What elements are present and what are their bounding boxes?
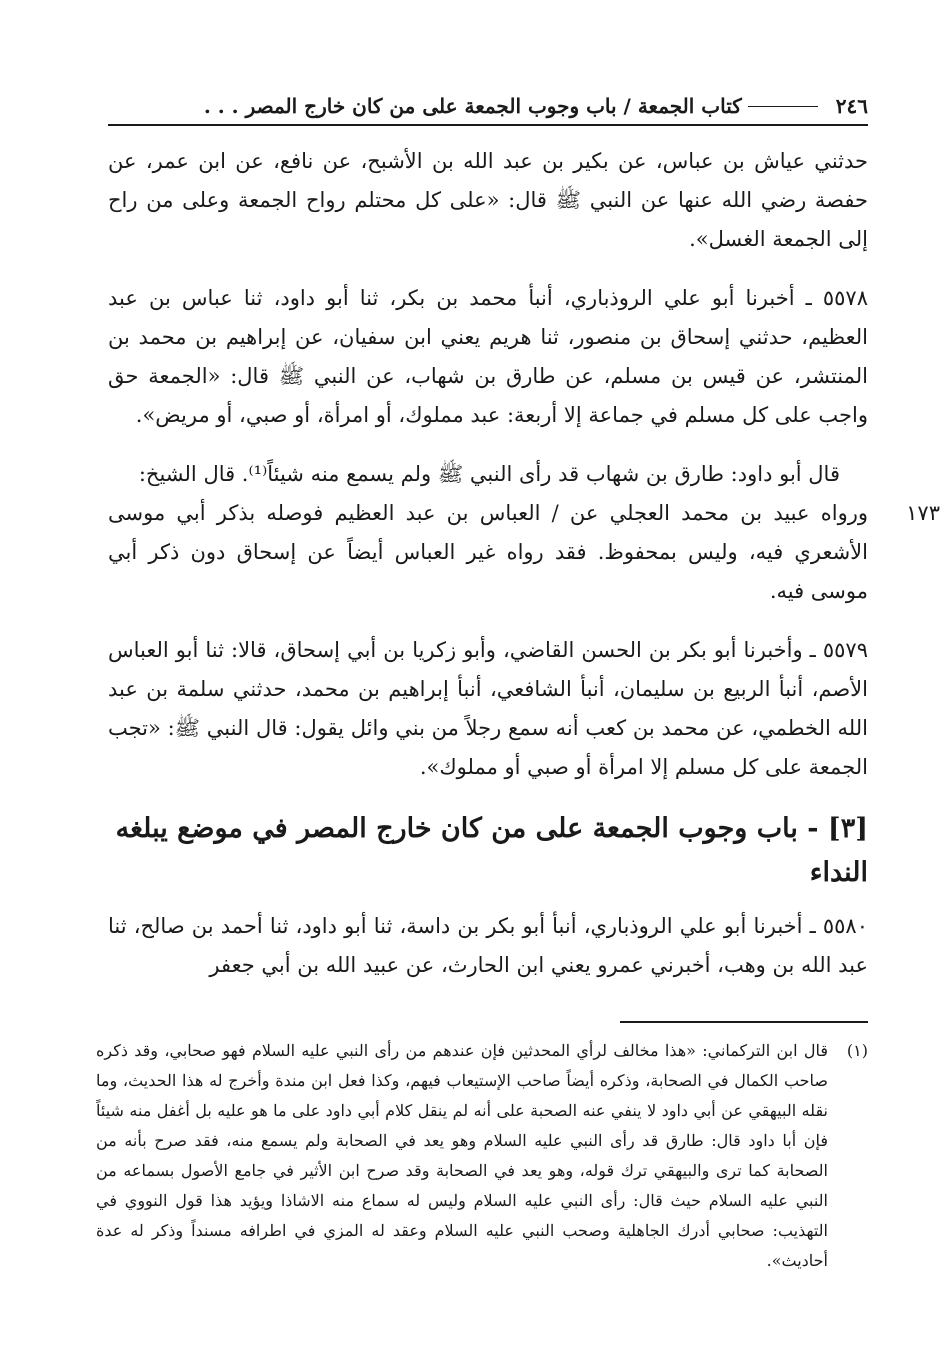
paragraph-continuation: حدثني عياش بن عباس، عن بكير بن عبد الله بن الأشبح، عن نافع، عن ابن عمر، عن حفصة رضي الله عنها عن النبي ﷺ قال: «على كل محتلم رواح الجمعة وعلى من راح إلى الجمعة الغسل».: [108, 149, 868, 251]
header-rule: [748, 106, 818, 107]
chapter-heading: [٣] - باب وجوب الجمعة على من كان خارج المصر في موضع يبلغه النداء: [115, 813, 868, 888]
main-text: [108, 142, 940, 1005]
abu-dawud-comment: قال أبو داود: طارق بن شهاب قد رأى النبي ﷺ ولم يسمع منه شيئاً⁽¹⁾. قال الشيخ:: [138, 462, 840, 486]
running-header-title: كتاب الجمعة / باب وجوب الجمعة على من كان خارج المصر . . .: [203, 94, 742, 118]
footnotes: [96, 1036, 868, 1276]
margin-page-reference: ١٧٣: [906, 501, 940, 525]
footnote-text: قال ابن التركماني: «هذا مخالف لرأي المحدثين فإن عندهم من رأى النبي عليه السلام فهو صحابي، وقد ذكره صاحب الكمال في الصحابة، وذكره أيضاً صاحب الإستيعاب فيهم، وكذا فعل ابن مندة وأخرج له هذا الحديث، وما نقله البيهقي عن أبي داود لا ينفي عنه الصحبة على أنه لم ينقل كلام أبي داود على ما هو عليه بل أغفل منه شيئاً فإن أبا داود قال: طارق قد رأى النبي عليه السلام وهو يعد في الصحابة ولم يسمع منه، فقد صرح بأنه من الصحابة كما ترى والبيهقي ترك قوله، وهو يعد في الصحابة وقد صرح ابن الأثير في جامع الأصول بسماعه من النبي عليه السلام حيث قال: رأى النبي عليه السلام وليس له سماع منه الاشاذا ويؤيد هذا قول النووي في التهذيب: صحابي أدرك الجاهلية وصحب النبي عليه السلام وعقد له المزي في اطرافه مسنداً وذكر له عدة أحاديث».: [96, 1041, 829, 1270]
hadith-5578: ٥٥٧٨ ـ أخبرنا أبو علي الروذباري، أنبأ محمد بن بكر، ثنا أبو داود، ثنا عباس بن عبد العظيم، حدثني إسحاق بن منصور، ثنا هريم يعني ابن سفيان، عن إبراهيم بن محمد بن المنتشر، عن قيس بن مسلم، عن طارق بن شهاب، عن النبي ﷺ قال: «الجمعة حق واجب على كل مسلم في جماعة إلا أربعة: عبد مملوك، أو امرأة، أو صبي، أو مريض».: [108, 286, 868, 427]
footnote-number: (١): [846, 1041, 868, 1060]
page-number: ٢٤٦: [835, 94, 868, 118]
commentary-block: [108, 494, 940, 611]
hadith-5579: ٥٥٧٩ ـ وأخبرنا أبو بكر بن الحسن القاضي، وأبو زكريا بن أبي إسحاق، قالا: ثنا أبو العباس الأصم، أنبأ الربيع بن سليمان، أنبأ الشافعي، أنبأ إبراهيم بن محمد، حدثني سلمة بن عبد الله الخطمي، عن محمد بن كعب أنه سمع رجلاً من بني وائل يقول: قال النبي ﷺ: «تجب الجمعة على كل مسلم إلا امرأة أو صبي أو مملوك».: [108, 638, 868, 779]
running-header: [108, 88, 868, 126]
transmission-note: ورواه عبيد بن محمد العجلي عن / العباس بن عبد العظيم فوصله بذكر أبي موسى الأشعري فيه، وليس بمحفوظ. فقد رواه غير العباس أيضاً عن إسحاق دون ذكر أبي موسى فيه.: [108, 501, 868, 603]
footnote-separator: [620, 1021, 868, 1023]
hadith-5580: ٥٥٨٠ ـ أخبرنا أبو علي الروذباري، أنبأ أبو بكر بن داسة، ثنا أبو داود، ثنا أحمد بن صالح، ثنا عبد الله بن وهب، أخبرني عمرو يعني ابن الحارث، عن عبيد الله بن أبي جعفر: [108, 914, 868, 977]
